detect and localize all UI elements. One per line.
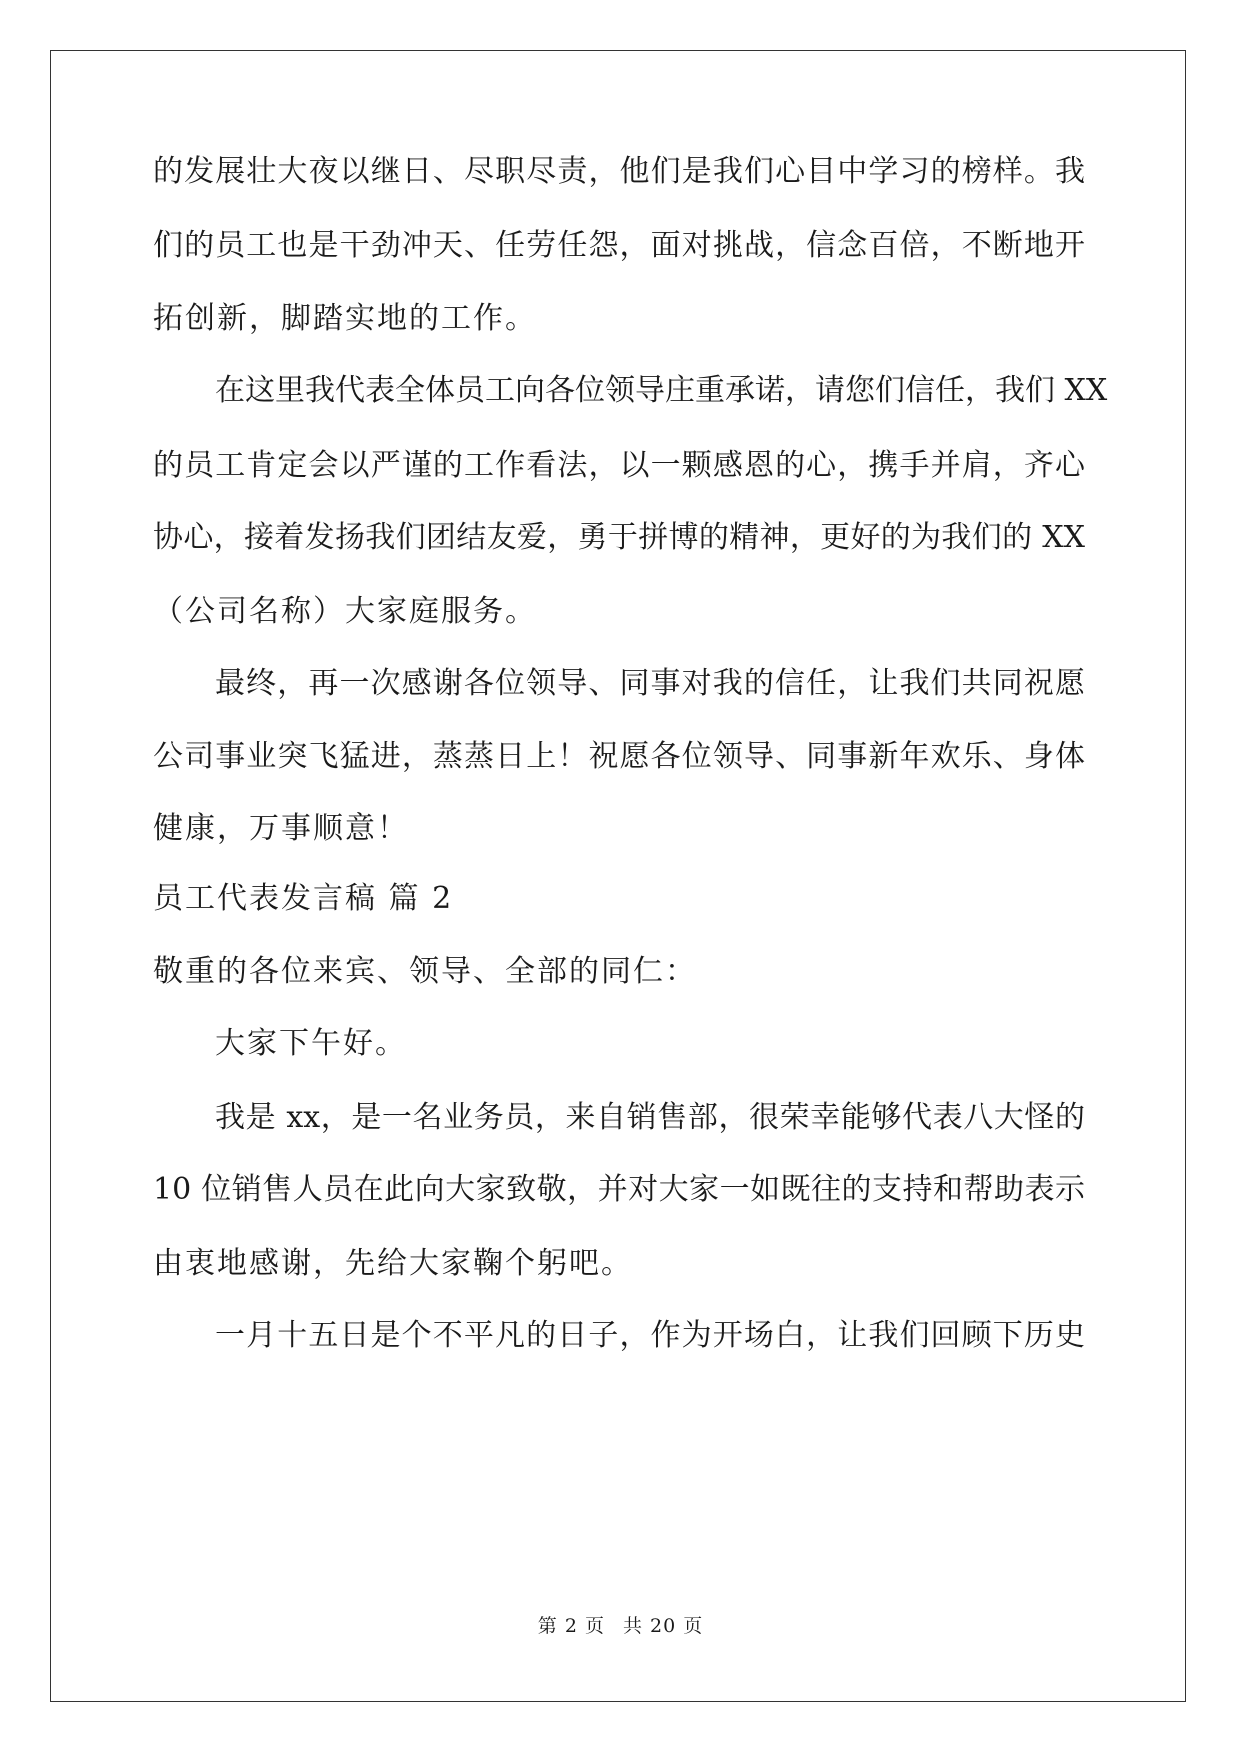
text-line: 们的员工也是干劲冲天、任劳任怨，面对挑战，信念百倍，不断地开	[153, 228, 1085, 263]
text-line: 在这里我代表全体员工向各位领导庄重承诺，请您们信任，我们 XX	[215, 373, 1108, 408]
page-total: 共 20 页	[622, 1615, 704, 1637]
salutation: 敬重的各位来宾、领导、全部的同仁：	[153, 954, 697, 989]
text-line: 一月十五日是个不平凡的日子，作为开场白，让我们回顾下历史	[215, 1318, 1085, 1353]
text-line: 拓创新，脚踏实地的工作。	[153, 301, 537, 336]
page-footer	[0, 1614, 1241, 1638]
text-line: 10 位销售人员在此向大家致敬，并对大家一如既往的支持和帮助表示	[153, 1172, 1085, 1207]
text-line: （公司名称）大家庭服务。	[153, 594, 537, 629]
text-line: 我是 xx，是一名业务员，来自销售部，很荣幸能够代表八大怪的	[215, 1100, 1085, 1135]
text-line: 大家下午好。	[215, 1026, 407, 1061]
text-line: 协心，接着发扬我们团结友爱，勇于拼博的精神，更好的为我们的 XX	[153, 520, 1085, 555]
text-line: 公司事业突飞猛进，蒸蒸日上！祝愿各位领导、同事新年欢乐、身体	[153, 739, 1085, 774]
text-line: 的员工肯定会以严谨的工作看法，以一颗感恩的心，携手并肩，齐心	[153, 448, 1085, 483]
text-line: 的发展壮大夜以继日、尽职尽责，他们是我们心目中学习的榜样。我	[153, 154, 1085, 189]
text-line: 由衷地感谢，先给大家鞠个躬吧。	[153, 1246, 633, 1281]
text-line: 健康，万事顺意！	[153, 811, 409, 846]
text-line: 最终，再一次感谢各位领导、同事对我的信任，让我们共同祝愿	[215, 666, 1085, 701]
section-heading: 员工代表发言稿 篇 2	[153, 881, 454, 916]
page-number: 第 2 页	[537, 1615, 605, 1637]
page-border	[50, 50, 1186, 1702]
